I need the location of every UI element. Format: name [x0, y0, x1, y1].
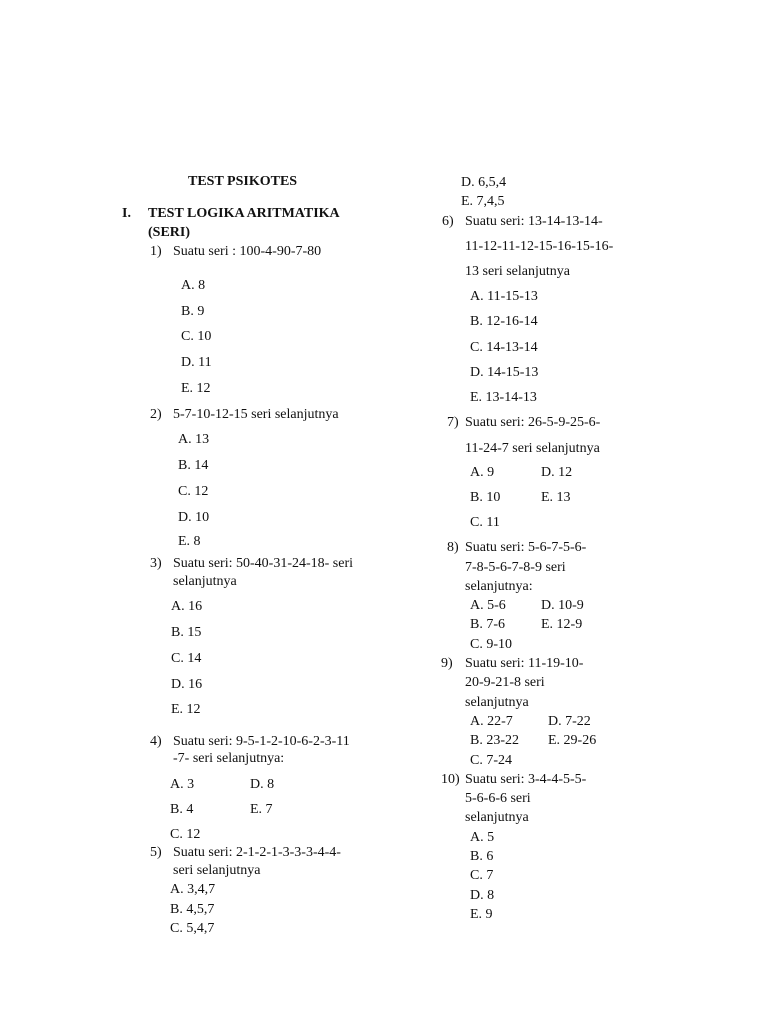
answer-option: E. 13 — [541, 490, 571, 505]
question-text: Suatu seri: 9-5-1-2-10-6-2-3-11 — [173, 734, 350, 749]
answer-option: D. 8 — [470, 888, 495, 903]
question-text: Suatu seri: 11-19-10- — [465, 656, 584, 671]
question-text-cont: selanjutnya: — [465, 579, 533, 594]
answer-option: E. 8 — [178, 534, 201, 549]
answer-option: A. 3,4,7 — [170, 882, 216, 897]
answer-option: E. 12 — [181, 381, 211, 396]
section-number: I. — [122, 206, 131, 221]
question-number: 5) — [150, 845, 162, 860]
answer-option: A. 5 — [470, 830, 495, 845]
answer-option: C. 10 — [181, 329, 212, 344]
question-text-cont: 11-12-11-12-15-16-15-16- — [465, 239, 614, 254]
answer-option: D. 16 — [171, 677, 203, 692]
question-text: Suatu seri: 3-4-4-5-5- — [465, 772, 587, 787]
answer-option: E. 9 — [470, 907, 493, 922]
question-text: Suatu seri: 13-14-13-14- — [465, 214, 603, 229]
question-text: Suatu seri: 26-5-9-25-6- — [465, 415, 601, 430]
answer-option: C. 5,4,7 — [170, 921, 215, 936]
answer-option: B. 6 — [470, 849, 494, 864]
question-text: Suatu seri: 2-1-2-1-3-3-3-4-4- — [173, 845, 341, 860]
question-number: 2) — [150, 407, 162, 422]
question-number: 6) — [442, 214, 454, 229]
answer-option: C. 9-10 — [470, 637, 512, 652]
answer-option: B. 12-16-14 — [470, 314, 538, 329]
document-title: TEST PSIKOTES — [188, 174, 298, 189]
answer-option: A. 8 — [181, 278, 206, 293]
answer-option: D. 7-22 — [548, 714, 591, 729]
question-text-cont: 13 seri selanjutnya — [465, 264, 570, 279]
answer-option: C. 7-24 — [470, 753, 512, 768]
answer-option: A. 22-7 — [470, 714, 513, 729]
question-text-cont: 5-6-6-6 seri — [465, 791, 531, 806]
question-text: Suatu seri: 5-6-7-5-6- — [465, 540, 587, 555]
answer-option: B. 4 — [170, 802, 194, 817]
question-text: Suatu seri: 50-40-31-24-18- seri — [173, 556, 354, 571]
answer-option: B. 15 — [171, 625, 202, 640]
answer-option: E. 7,4,5 — [461, 194, 505, 209]
answer-option: A. 9 — [470, 465, 495, 480]
question-number: 7) — [447, 415, 459, 430]
answer-option: C. 11 — [470, 515, 500, 530]
question-number: 8) — [447, 540, 459, 555]
answer-option: B. 4,5,7 — [170, 902, 215, 917]
question-number: 3) — [150, 556, 162, 571]
answer-option: A. 13 — [178, 432, 210, 447]
answer-option: E. 12-9 — [541, 617, 583, 632]
answer-option: D. 6,5,4 — [461, 175, 507, 190]
answer-option: B. 10 — [470, 490, 501, 505]
answer-option: E. 12 — [171, 702, 201, 717]
answer-option: B. 9 — [181, 304, 205, 319]
answer-option: D. 10 — [178, 510, 210, 525]
answer-option: D. 12 — [541, 465, 573, 480]
question-number: 4) — [150, 734, 162, 749]
question-text-cont: 7-8-5-6-7-8-9 seri — [465, 560, 566, 575]
answer-option: B. 7-6 — [470, 617, 505, 632]
question-number: 1) — [150, 244, 162, 259]
question-text: Suatu seri : 100-4-90-7-80 — [173, 244, 322, 259]
question-text-cont: 20-9-21-8 seri — [465, 675, 545, 690]
question-text-cont: -7- seri selanjutnya: — [173, 751, 285, 766]
question-text-cont: selanjutnya — [173, 574, 237, 589]
answer-option: D. 11 — [181, 355, 212, 370]
answer-option: D. 14-15-13 — [470, 365, 539, 380]
answer-option: C. 12 — [178, 484, 209, 499]
answer-option: E. 13-14-13 — [470, 390, 537, 405]
answer-option: E. 7 — [250, 802, 273, 817]
section-title: TEST LOGIKA ARITMATIKA — [148, 206, 340, 221]
answer-option: A. 3 — [170, 777, 195, 792]
answer-option: A. 16 — [171, 599, 203, 614]
question-number: 10) — [441, 772, 460, 787]
answer-option: A. 11-15-13 — [470, 289, 538, 304]
answer-option: B. 23-22 — [470, 733, 519, 748]
question-number: 9) — [441, 656, 453, 671]
question-text-cont: seri selanjutnya — [173, 863, 261, 878]
answer-option: C. 7 — [470, 868, 494, 883]
answer-option: D. 10-9 — [541, 598, 584, 613]
question-text-cont: 11-24-7 seri selanjutnya — [465, 441, 600, 456]
answer-option: D. 8 — [250, 777, 275, 792]
answer-option: C. 14 — [171, 651, 202, 666]
answer-option: A. 5-6 — [470, 598, 506, 613]
answer-option: C. 12 — [170, 827, 201, 842]
section-title-cont: (SERI) — [148, 225, 191, 240]
question-text-cont: selanjutnya — [465, 695, 529, 710]
answer-option: E. 29-26 — [548, 733, 597, 748]
question-text: 5-7-10-12-15 seri selanjutnya — [173, 407, 339, 422]
answer-option: C. 14-13-14 — [470, 340, 538, 355]
question-text-cont: selanjutnya — [465, 810, 529, 825]
answer-option: B. 14 — [178, 458, 209, 473]
